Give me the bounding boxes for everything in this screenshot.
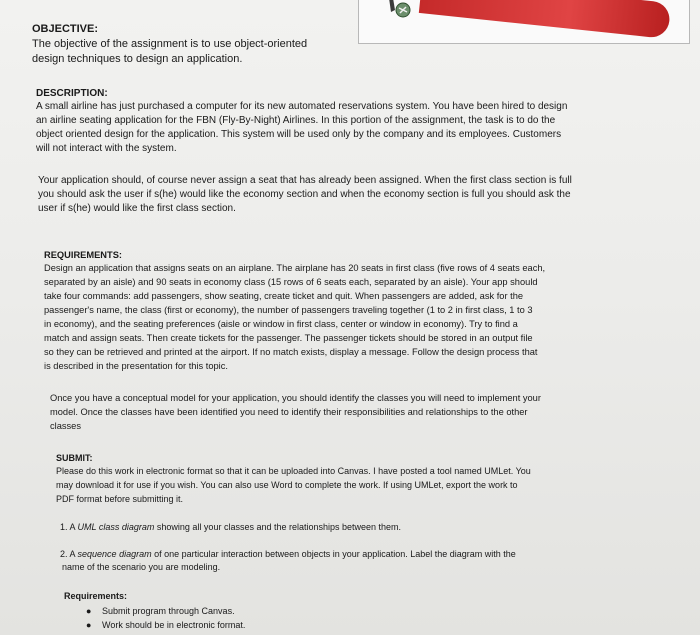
- description-heading: DESCRIPTION:: [36, 88, 108, 99]
- description-line: an airline seating application for the FBN (Fly-By-Night) Airlines. In this portion of the assignment, the task is to do the: [36, 115, 556, 126]
- requirements-paragraph-line: model. Once the classes have been identified you need to identify their responsibilities and relationships to the other: [50, 407, 528, 417]
- item-prefix: 2. A: [60, 549, 78, 559]
- requirements-line: separated by an aisle) and 90 seats in economy class (15 rows of 6 seats each, separated by an aisle). Your app should: [44, 277, 538, 287]
- submit-line: Please do this work in electronic format so that it can be uploaded into Canvas. I have posted a tool named UMLet. You: [56, 466, 531, 476]
- bullet-item: Work should be in electronic format.: [102, 620, 246, 630]
- description-line: will not interact with the system.: [36, 143, 177, 154]
- submit-heading: SUBMIT:: [56, 453, 93, 463]
- requirements-line: is described in the presentation for this topic.: [44, 361, 228, 371]
- item-italic: UML class diagram: [77, 522, 155, 532]
- requirements-line: in economy), and the seating preferences (aisle or window in first class, center or window in economy). Try to find a: [44, 319, 518, 329]
- bullet-icon: ●: [86, 606, 92, 616]
- description-paragraph-line: user if s(he) would like the first class section.: [38, 203, 236, 214]
- submit-requirements-heading: Requirements:: [64, 591, 128, 601]
- requirements-line: match and assign seats. Then create tickets for the passenger. The passenger tickets should be stored in an output file: [44, 333, 533, 343]
- airline-logo-icon: [385, 0, 413, 24]
- requirements-line: Design an application that assigns seats on an airplane. The airplane has 20 seats in first class (five rows of 4 seats each,: [44, 263, 546, 273]
- submit-line: PDF format before submitting it.: [56, 494, 184, 504]
- submit-item-sequence-line2: name of the scenario you are modeling.: [62, 562, 221, 572]
- requirements-paragraph-line: classes: [50, 421, 82, 431]
- objective-heading: OBJECTIVE:: [32, 23, 99, 35]
- bullet-icon: ●: [86, 620, 92, 630]
- description-paragraph-line: you should ask the user if s(he) would like the economy section and when the economy section is full you should ask the: [38, 189, 571, 200]
- requirements-line: passenger's name, the class (first or economy), the number of passengers traveling together (1 to 2 in first class, 1 to 3: [44, 305, 533, 315]
- submit-item-sequence-diagram: [60, 547, 516, 561]
- requirements-heading: REQUIREMENTS:: [44, 250, 122, 260]
- item-suffix: showing all your classes and the relationships between them.: [154, 522, 402, 532]
- requirements-paragraph-line: Once you have a conceptual model for your application, you should identify the classes you will need to implement your: [50, 393, 541, 403]
- submit-item-class-diagram: [60, 520, 401, 534]
- requirements-line: so they can be retrieved and printed at the airport. If no match exists, display a message. Follow the design process that: [44, 347, 538, 357]
- description-line: object oriented design for the application. This system will be used only by the company and its employees. Customers: [36, 129, 562, 140]
- description-paragraph-line: Your application should, of course never assign a seat that has already been assigned. When the first class section is full: [38, 175, 572, 186]
- description-line: A small airline has just purchased a computer for its new automated reservations system. You have been hired to design: [36, 101, 568, 112]
- submit-line: may download it for use if you wish. You can also use Word to complete the work. If using UMLet, export the work to: [56, 480, 518, 490]
- objective-line: design techniques to design an application.: [32, 53, 243, 65]
- objective-line: The objective of the assignment is to use object-oriented: [32, 38, 308, 50]
- item-prefix: 1. A: [60, 522, 78, 532]
- requirements-line: take four commands: add passengers, show seating, create ticket and quit. When passengers are added, ask for the: [44, 291, 524, 301]
- bullet-item: Submit program through Canvas.: [102, 606, 235, 616]
- item-suffix: of one particular interaction between objects in your application. Label the diagram with the: [151, 549, 516, 559]
- item-italic: sequence diagram: [77, 549, 152, 559]
